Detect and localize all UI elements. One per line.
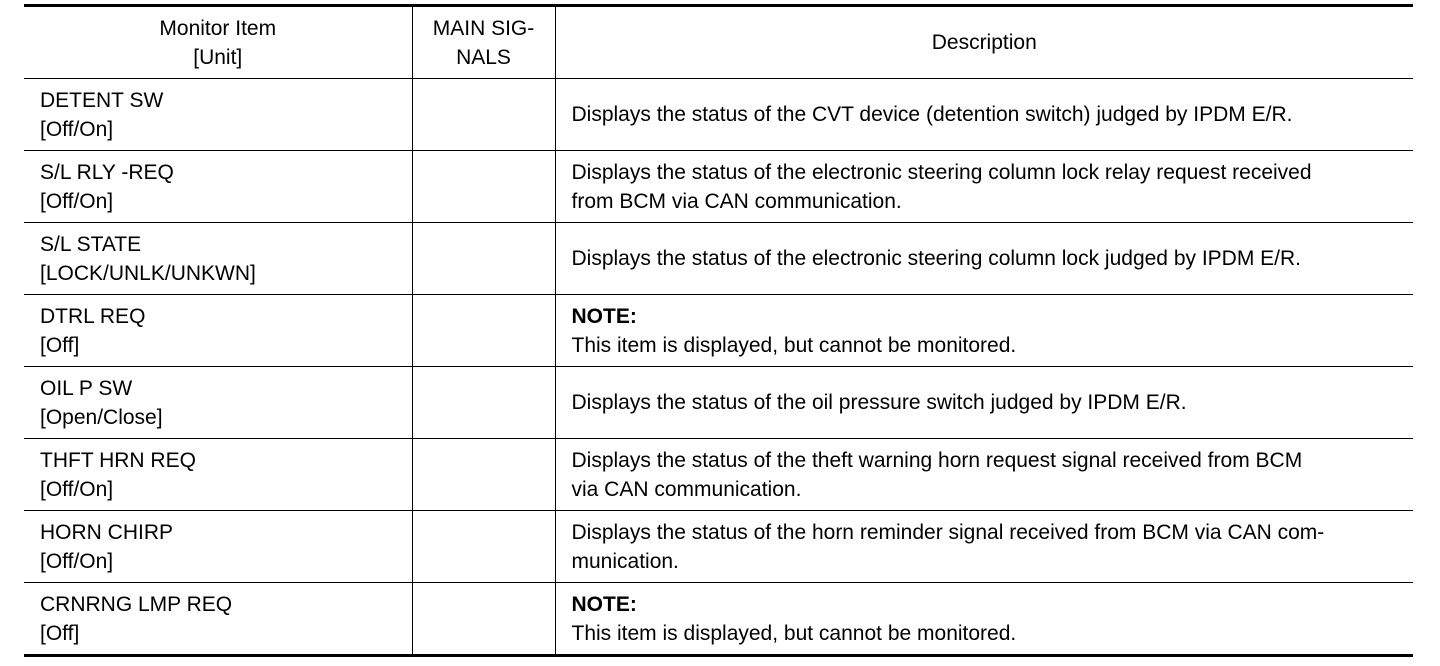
table-row	[24, 583, 1413, 656]
monitor-item-cell	[24, 439, 412, 511]
monitor-item-name: S/L RLY -REQ	[40, 160, 174, 184]
main-signals-cell	[412, 511, 555, 583]
monitor-item-unit: [Off]	[40, 621, 80, 645]
table-row	[24, 295, 1413, 367]
header-main-signals-label-1: MAIN SIG-	[432, 16, 535, 40]
description-cell	[555, 223, 1413, 295]
monitor-item-cell	[24, 583, 412, 656]
monitor-item-unit: [Off/On]	[40, 117, 114, 141]
monitor-item-unit: [LOCK/UNLK/UNKWN]	[40, 261, 256, 285]
monitor-item-name: CRNRNG LMP REQ	[40, 592, 233, 616]
monitor-item-unit: [Off/On]	[40, 477, 114, 501]
header-description	[555, 6, 1413, 79]
description-line-1: Displays the status of the theft warning horn request signal received from BCM	[571, 448, 1303, 472]
description-cell	[555, 295, 1413, 367]
monitor-item-cell	[24, 79, 412, 151]
monitor-item-unit: [Open/Close]	[40, 405, 163, 429]
table-row	[24, 223, 1413, 295]
description-line-1: Displays the status of the electronic steering column lock judged by IPDM E/R.	[571, 247, 1302, 270]
description-line-1: Displays the status of the oil pressure switch judged by IPDM E/R.	[571, 391, 1187, 414]
description-cell	[555, 79, 1413, 151]
table-row	[24, 439, 1413, 511]
note-label: NOTE:	[571, 304, 637, 328]
monitor-item-name: DTRL REQ	[40, 304, 146, 328]
description-line-2: from BCM via CAN communication.	[571, 189, 902, 213]
monitor-item-name: THFT HRN REQ	[40, 448, 196, 472]
main-signals-cell	[412, 295, 555, 367]
table-row	[24, 151, 1413, 223]
description-line-1: Displays the status of the horn reminder signal received from BCM via CAN com-	[571, 520, 1325, 544]
header-main-signals	[412, 6, 555, 79]
table-row	[24, 511, 1413, 583]
monitor-item-name: OIL P SW	[40, 376, 133, 400]
monitor-item-unit: [Off/On]	[40, 189, 114, 213]
header-monitor-item-label: Monitor Item	[159, 16, 277, 40]
header-main-signals-label-2: NALS	[456, 45, 511, 69]
header-monitor-item	[24, 6, 412, 79]
monitor-item-cell	[24, 367, 412, 439]
description-line-1: This item is displayed, but cannot be monitored.	[571, 621, 1017, 645]
monitor-item-name: HORN CHIRP	[40, 520, 174, 544]
main-signals-cell	[412, 367, 555, 439]
main-signals-cell	[412, 439, 555, 511]
description-line-2: via CAN communication.	[571, 477, 802, 501]
monitor-item-unit: [Off]	[40, 333, 80, 357]
description-cell	[555, 151, 1413, 223]
monitor-item-unit: [Off/On]	[40, 549, 114, 573]
description-line-1: Displays the status of the CVT device (detention switch) judged by IPDM E/R.	[571, 103, 1293, 126]
header-monitor-unit-label: [Unit]	[193, 45, 243, 69]
description-line-2: munication.	[571, 549, 679, 573]
monitor-item-name: DETENT SW	[40, 88, 164, 112]
note-label: NOTE:	[571, 592, 637, 616]
description-line-1: This item is displayed, but cannot be monitored.	[571, 333, 1017, 357]
main-signals-cell	[412, 583, 555, 656]
main-signals-cell	[412, 79, 555, 151]
description-cell	[555, 511, 1413, 583]
monitor-item-cell	[24, 295, 412, 367]
header-row	[24, 6, 1413, 79]
main-signals-cell	[412, 151, 555, 223]
monitor-item-table	[24, 4, 1413, 657]
table-row	[24, 367, 1413, 439]
monitor-item-cell	[24, 511, 412, 583]
description-line-1: Displays the status of the electronic steering column lock relay request received	[571, 160, 1312, 184]
description-cell	[555, 439, 1413, 511]
main-signals-cell	[412, 223, 555, 295]
header-description-label: Description	[931, 31, 1037, 54]
monitor-item-name: S/L STATE	[40, 232, 142, 256]
description-cell	[555, 583, 1413, 656]
description-cell	[555, 367, 1413, 439]
monitor-item-cell	[24, 151, 412, 223]
table-row	[24, 79, 1413, 151]
monitor-item-cell	[24, 223, 412, 295]
